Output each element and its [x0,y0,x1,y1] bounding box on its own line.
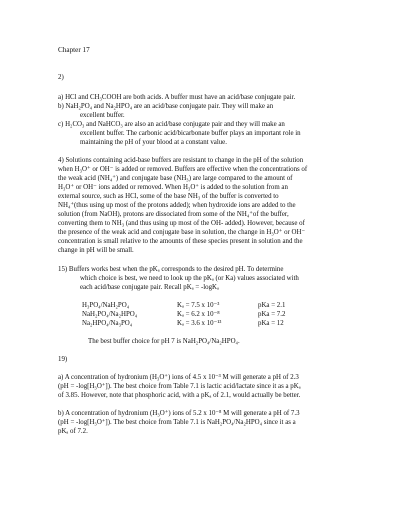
table-pka-cell: pKa = 2.1 [258,302,286,309]
q19-a-line: of 3.85. However, note that phosphoric acid, with a pKₐ of 2.1, would actually be better. [58,392,301,399]
q2-part-b-line1: b) NaH₂PO₄ and Na₂HPO₄ are an acid/base conjugate pair. They will make an [58,103,274,110]
q4-line: H₃O⁺ or OH⁻ ions added or removed. When H₃O⁺ is added to the solution from an [58,184,288,191]
table-ka-cell: Kₐ = 6.2 x 10⁻⁸ [177,311,220,318]
q15-line3: each acid/base conjugate pair. Recall pKₐ = -logKₐ [80,284,219,291]
q4-line: concentration is small relative to the amounts of these species present in solution and the [58,238,303,245]
q4-line: the presence of the weak acid and conjugate base in solution, the change in H₃O⁺ or OH⁻ [58,229,306,236]
q4-line: the weak acid (NH₄⁺) and conjugate base (NH₃) are large compared to the amount of [58,175,293,182]
q19-b-line: pKₐ of 7.2. [58,428,88,435]
q2-part-a: a) HCl and CH₃COOH are both acids. A buffer must have an acid/base conjugate pair. [58,94,296,101]
question-2-number: 2) [58,74,64,81]
q4-line: when H₃O⁺ or OH⁻ is added or removed. Buffers are effective when the concentrations of [58,166,308,173]
q2-part-c-line2: excellent buffer. The carbonic acid/bicarbonate buffer plays an important role in [80,130,301,137]
table-pka-cell: pKa = 12 [258,320,284,327]
table-pka-cell: pKa = 7.2 [258,311,286,318]
table-ka-cell: Kₐ = 3.6 x 10⁻¹³ [177,320,222,327]
table-pair-cell: NaH₂PO₄/Na₂HPO₄ [82,311,138,318]
q19-b-line: (pH = -log[H₃O⁺]). The best choice from Table 7.1 is NaH₂PO₄/Na₂HPO₄ since it as a [58,419,296,426]
chapter-heading: Chapter 17 [58,46,90,54]
q4-line: NH₄⁺(thus using up most of the protons added); when hydroxide ions are added to the [58,202,296,209]
q19-b-line: b) A concentration of hydronium (H₃O⁺) ions of 5.2 x 10⁻⁸ M will generate a pH of 7.3 [58,410,300,417]
q19-a-line: (pH = -log[H₃O⁺]). The best choice from Table 7.1 is lactic acid/lactate since it as a pKₐ [58,383,301,390]
q2-part-b-line2: excellent buffer. [80,112,125,119]
table-ka-cell: Kₐ = 7.5 x 10⁻³ [177,302,220,309]
q15-line2: which choice is best, we need to look up the pKₐ (or Ka) values associated with [80,275,299,282]
q19-a-line: a) A concentration of hydronium (H₃O⁺) ions of 4.5 x 10⁻³ M will generate a pH of 2.3 [58,374,299,381]
q4-line: 4) Solutions containing acid-base buffers are resistant to change in the pH of the solution [58,157,304,164]
question-19-number: 19) [58,356,68,363]
q2-part-c-line3: maintaining the pH of your blood at a constant value. [80,139,227,146]
table-pair-cell: H₃PO₄/NaH₂PO₄ [82,302,130,309]
q15-best-choice: The best buffer choice for pH 7 is NaH₂PO₄/Na₂HPO₄. [88,338,240,345]
table-pair-cell: Na₂HPO₄/Na₃PO₄ [82,320,133,327]
q4-line: external source, such as HCl, some of the base NH₃ of the buffer is converted to [58,193,279,200]
q4-line: converting them to NH₃ (and thus using up most of the OH- added). However, because of [58,220,305,227]
q4-line: solution (from NaOH), protons are dissociated from some of the NH₄⁺of the buffer, [58,211,289,218]
q4-line: change in pH will be small. [58,247,134,254]
q15-line1: 15) Buffers works best when the pKₐ corresponds to the desired pH. To determine [58,266,284,273]
q2-part-c-line1: c) H₂CO₃ and NaHCO₃ are also an acid/base conjugate pair and they will make an [58,121,285,128]
